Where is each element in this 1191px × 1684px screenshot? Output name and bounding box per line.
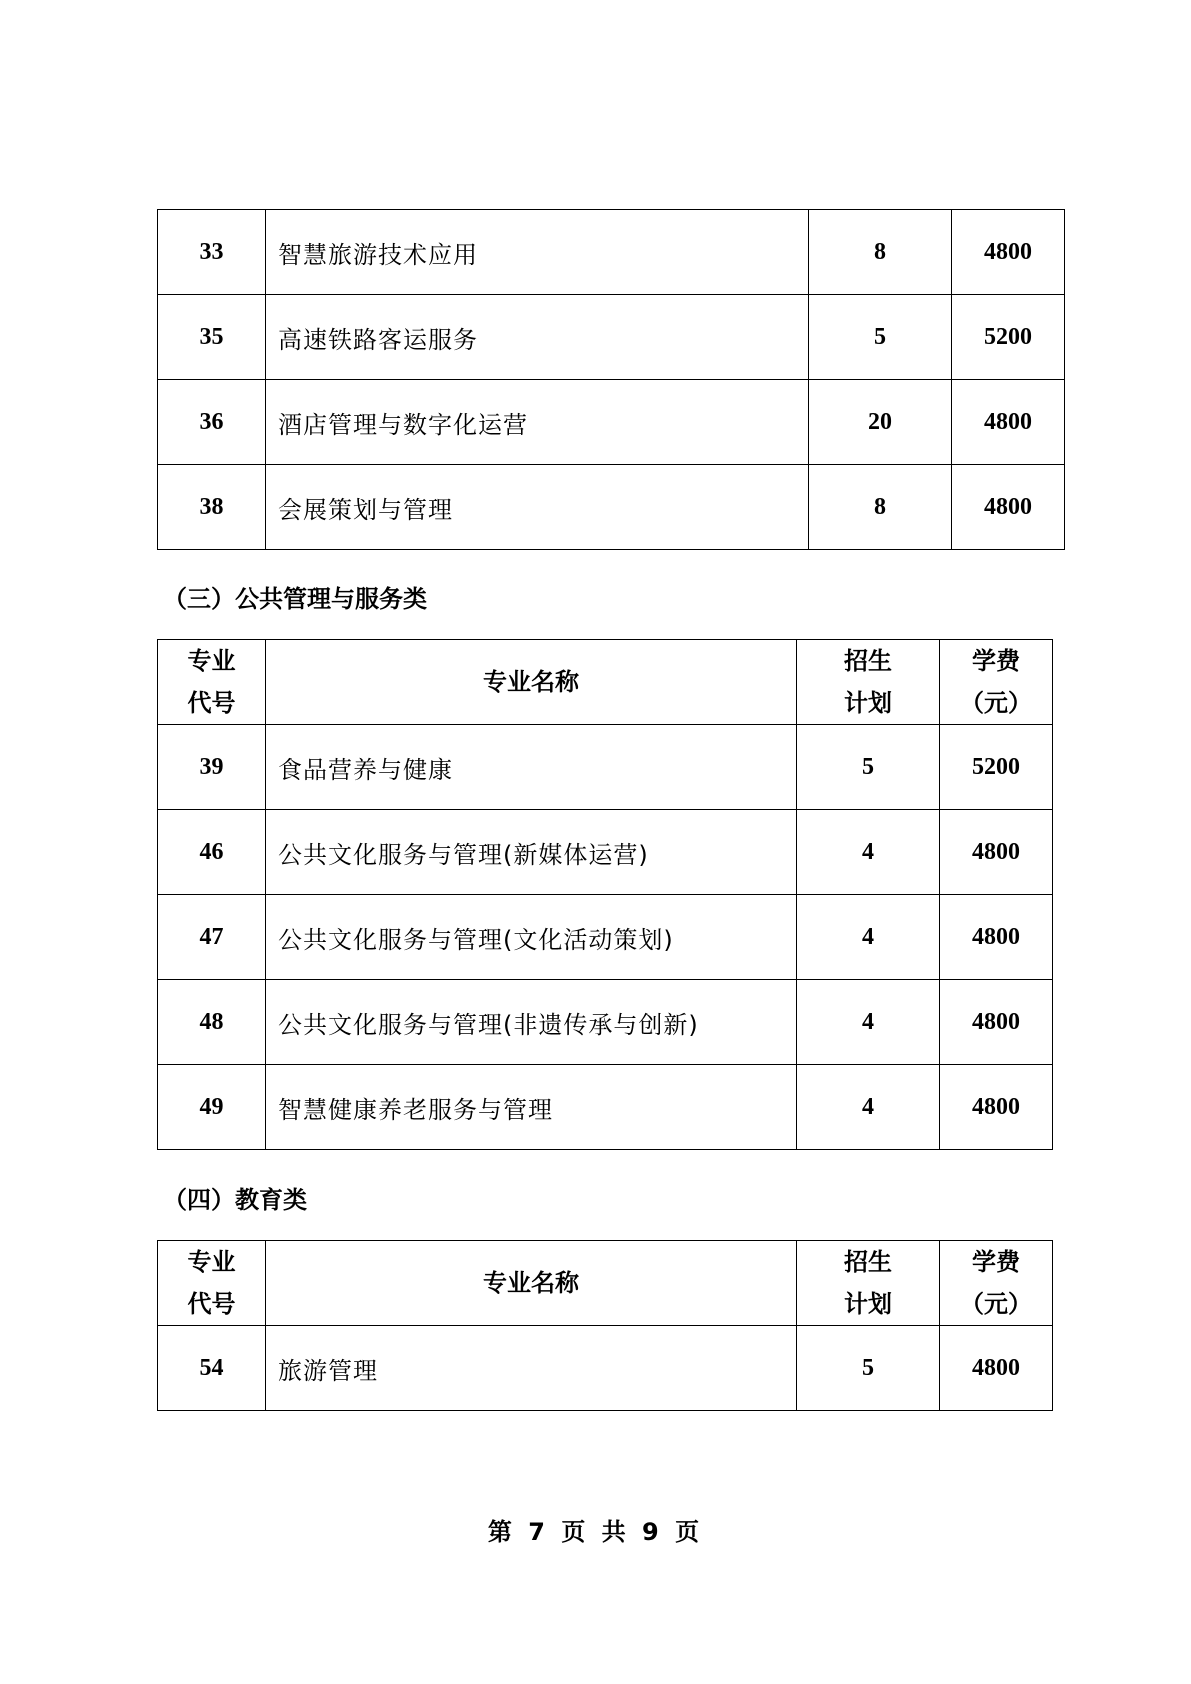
table-row (158, 725, 1053, 810)
header-major-code-line2: 代号 (187, 689, 236, 717)
enrollment-plan: 8 (809, 465, 952, 550)
major-name: 智慧旅游技术应用 (266, 210, 809, 295)
enrollment-table-education (157, 1240, 1053, 1411)
enrollment-plan: 5 (797, 1326, 940, 1411)
header-tuition-fee-line1: 学费 (972, 1248, 1020, 1276)
major-code: 39 (158, 725, 266, 810)
enrollment-table-public-management (157, 639, 1053, 1150)
table-row (158, 210, 1065, 295)
major-name: 食品营养与健康 (266, 725, 797, 810)
header-enrollment-plan (797, 640, 940, 725)
enrollment-plan: 4 (797, 980, 940, 1065)
table-row (158, 810, 1053, 895)
tuition-fee: 4800 (940, 1065, 1053, 1150)
header-major-code-line1: 专业 (187, 647, 236, 675)
header-enrollment-plan-line1: 招生 (844, 647, 892, 675)
table-row (158, 1326, 1053, 1411)
enrollment-plan: 20 (809, 380, 952, 465)
tuition-fee: 4800 (940, 895, 1053, 980)
table-row (158, 465, 1065, 550)
major-name: 会展策划与管理 (266, 465, 809, 550)
major-code: 48 (158, 980, 266, 1065)
major-name: 公共文化服务与管理(新媒体运营) (266, 810, 797, 895)
major-code: 46 (158, 810, 266, 895)
page-number: 第 7 页 共 9 页 (487, 1518, 704, 1546)
major-code: 49 (158, 1065, 266, 1150)
header-enrollment-plan-line2: 计划 (844, 689, 892, 717)
major-name: 酒店管理与数字化运营 (266, 380, 809, 465)
major-code: 54 (158, 1326, 266, 1411)
header-major-name: 专业名称 (266, 640, 797, 725)
section-title-education: （四）教育类 (163, 1186, 307, 1214)
major-name: 高速铁路客运服务 (266, 295, 809, 380)
header-tuition-fee (940, 640, 1053, 725)
tuition-fee: 4800 (952, 210, 1065, 295)
major-code: 38 (158, 465, 266, 550)
major-code: 36 (158, 380, 266, 465)
header-tuition-fee-line2: （元） (960, 1290, 1032, 1318)
enrollment-plan: 4 (797, 895, 940, 980)
major-code: 35 (158, 295, 266, 380)
header-major-code-line1: 专业 (187, 1248, 236, 1276)
table-row (158, 380, 1065, 465)
table-header-row (158, 640, 1053, 725)
header-enrollment-plan-line2: 计划 (844, 1290, 892, 1318)
header-major-name: 专业名称 (266, 1241, 797, 1326)
major-code: 33 (158, 210, 266, 295)
enrollment-plan: 4 (797, 810, 940, 895)
enrollment-plan: 5 (797, 725, 940, 810)
header-tuition-fee (940, 1241, 1053, 1326)
table-row (158, 895, 1053, 980)
tuition-fee: 4800 (940, 810, 1053, 895)
header-enrollment-plan (797, 1241, 940, 1326)
tuition-fee: 5200 (952, 295, 1065, 380)
major-name: 公共文化服务与管理(文化活动策划) (266, 895, 797, 980)
tuition-fee: 4800 (940, 1326, 1053, 1411)
tuition-fee: 4800 (940, 980, 1053, 1065)
enrollment-table-continued (157, 209, 1065, 550)
tuition-fee: 4800 (952, 380, 1065, 465)
enrollment-plan: 4 (797, 1065, 940, 1150)
major-name: 智慧健康养老服务与管理 (266, 1065, 797, 1150)
header-enrollment-plan-line1: 招生 (844, 1248, 892, 1276)
header-major-code (158, 1241, 266, 1326)
table-row (158, 980, 1053, 1065)
section-title-public-management: （三）公共管理与服务类 (163, 585, 427, 613)
table-row (158, 295, 1065, 380)
header-tuition-fee-line1: 学费 (972, 647, 1020, 675)
tuition-fee: 5200 (940, 725, 1053, 810)
table-header-row (158, 1241, 1053, 1326)
header-major-code (158, 640, 266, 725)
major-name: 旅游管理 (266, 1326, 797, 1411)
header-major-code-line2: 代号 (187, 1290, 236, 1318)
major-name: 公共文化服务与管理(非遗传承与创新) (266, 980, 797, 1065)
tuition-fee: 4800 (952, 465, 1065, 550)
enrollment-plan: 5 (809, 295, 952, 380)
enrollment-plan: 8 (809, 210, 952, 295)
major-code: 47 (158, 895, 266, 980)
table-row (158, 1065, 1053, 1150)
header-tuition-fee-line2: （元） (960, 689, 1032, 717)
